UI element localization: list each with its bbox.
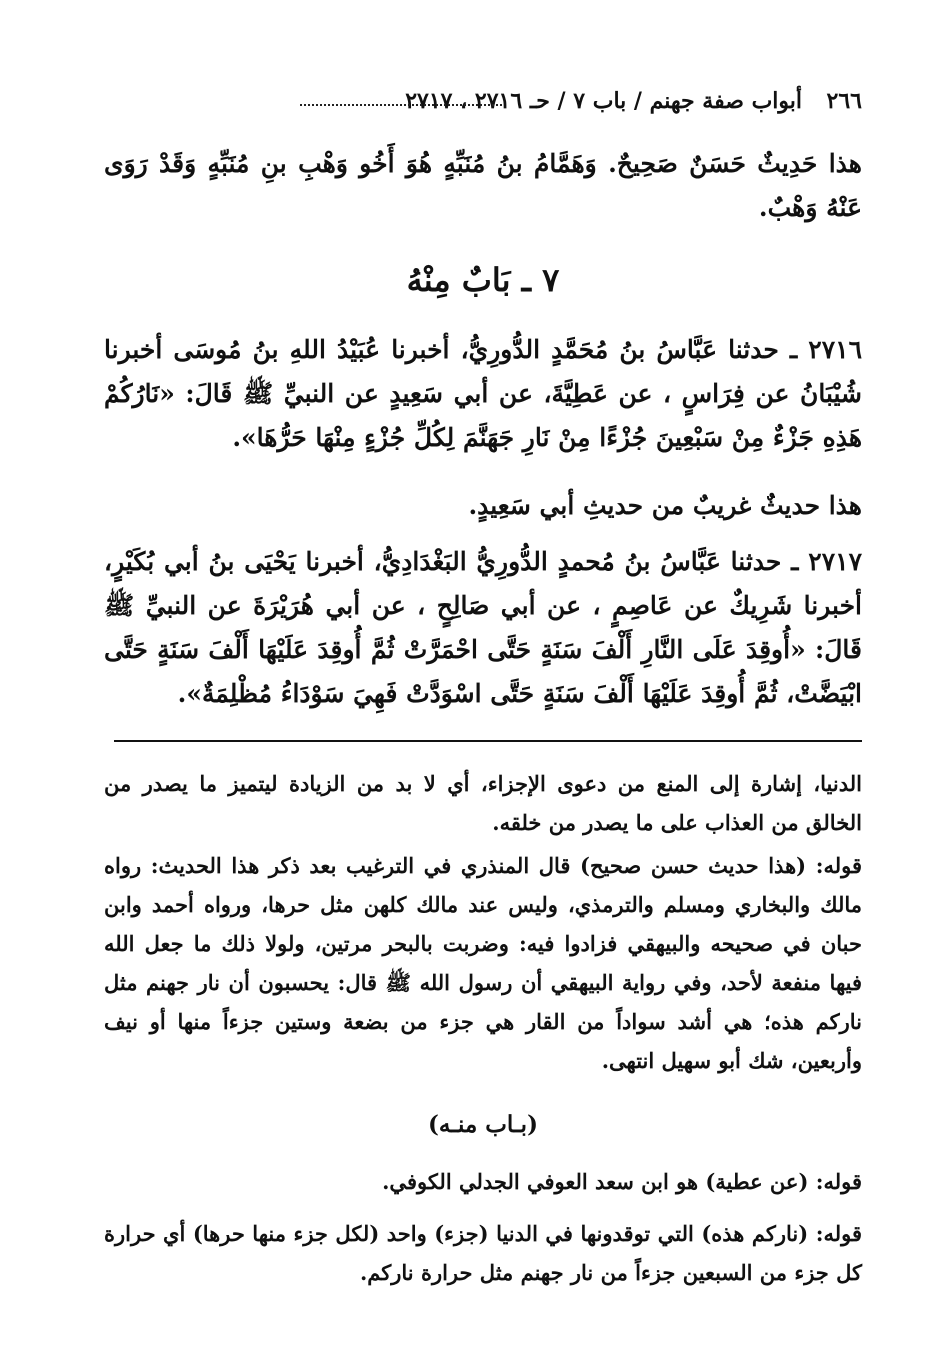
page-number: ٢٦٦ [826,88,862,114]
commentary-paragraph-1: الدنيا، إشارة إلى المنع من دعوى الإجزاء، أي لا بد من الزيادة ليتميز ما يصدر من الخالق من العذاب على ما يصدر من خلقه. [104,771,862,835]
commentary-paragraph-3: قوله: (عن عطية) هو ابن سعد العوفي الجدلي الكوفي. [382,1169,862,1194]
commentary-sub-chapter: (بـاب منـه) [428,1111,538,1138]
chapter-title: ٧ ـ بَابٌ مِنْهُ [406,261,560,299]
hadith-2716-grade: هذا حديثٌ غريبٌ من حديثِ أبي سَعِيدٍ. [468,491,862,520]
commentary-paragraph-4: قوله: (ناركم هذه) التي توقدونها في الدنيا (جزء) واحد (لكل جزء منها حرها) أي حرارة كل جزء من السبعين جزءاً من نار جهنم مثل حرارة ناركم. [104,1221,862,1285]
header-leader-dots [300,104,502,106]
hadith-2716: ٢٧١٦ ـ حدثنا عَبَّاسُ بنُ مُحَمَّدٍ الدُّورِيُّ، أخبرنا عُبَيْدُ اللهِ بنُ مُوسَى أخبرنا شُيْبَانُ عن فِرَاسٍ ، عن عَطِيَّةَ، عن أبي سَعِيدٍ عن النبيِّ ﷺ قَالَ: «نَارُكُمْ هَذِهِ جَزْءٌ مِنْ سَبْعِينَ جُزْءًا مِنْ نَارِ جَهَنَّمَ لِكُلِّ جُزْءٍ مِنْهَا حَرُّهَا». [104,335,862,452]
commentary-paragraph-2: قوله: (هذا حديث حسن صحيح) قال المنذري في الترغيب بعد ذكر هذا الحديث: رواه مالك والبخاري ومسلم والترمذي، وليس عند مالك كلهن مثل حرها، ورواه أحمد وابن حبان في صحيحه والبيهقي فزادوا فيه: وضربت بالبحر مرتين، ولولا ذلك ما جعل الله فيها منفعة لأحد، وفي رواية البيهقي أن رسول الله ﷺ قال: يحسبون أن نار جهنم مثل ناركم هذه؛ هي أشد سواداً من القار هي جزء من بضعة وستين جزءاً منها أو نيف وأربعين، شك أبو سهيل انتهى. [104,853,862,1073]
hadith-2717: ٢٧١٧ ـ حدثنا عَبَّاسُ بنُ مُحمدٍ الدُّورِيُّ البَغْدَادِيُّ، أخبرنا يَحْيَى بنُ أبي بُكَيْرٍ، أخبرنا شَرِيكٌ عن عَاصِمٍ ، عن أبي صَالِحٍ ، عن أبي هُرَيْرَةَ عن النبيِّ ﷺ قَالَ: «أُوقِدَ عَلَى النَّارِ أَلْفَ سَنَةٍ حَتَّى احْمَرَّتْ ثُمَّ أُوقِدَ عَلَيْهَا أَلْفَ سَنَةٍ حَتَّى ابْيَضَّتْ، ثُمَّ أُوقِدَ عَلَيْهَا أَلْفَ سَنَةٍ حَتَّى اسْوَدَّتْ فَهِيَ سَوْدَاءُ مُظْلِمَةٌ». [104,547,862,708]
intro-paragraph: هذا حَدِيثٌ حَسَنٌ صَحِيحٌ. وَهَمَّامُ بنُ مُنَبِّهٍ هُوَ أَخُو وَهْبِ بنِ مُنَبِّهٍ وَقَدْ رَوَى عَنْهُ وَهْبٌ. [104,149,862,222]
running-title: أبواب صفة جهنم / باب ٧ / حـ ٢٧١٦ ، ٢٧١٧ [405,88,802,114]
footnote-divider [114,740,862,742]
